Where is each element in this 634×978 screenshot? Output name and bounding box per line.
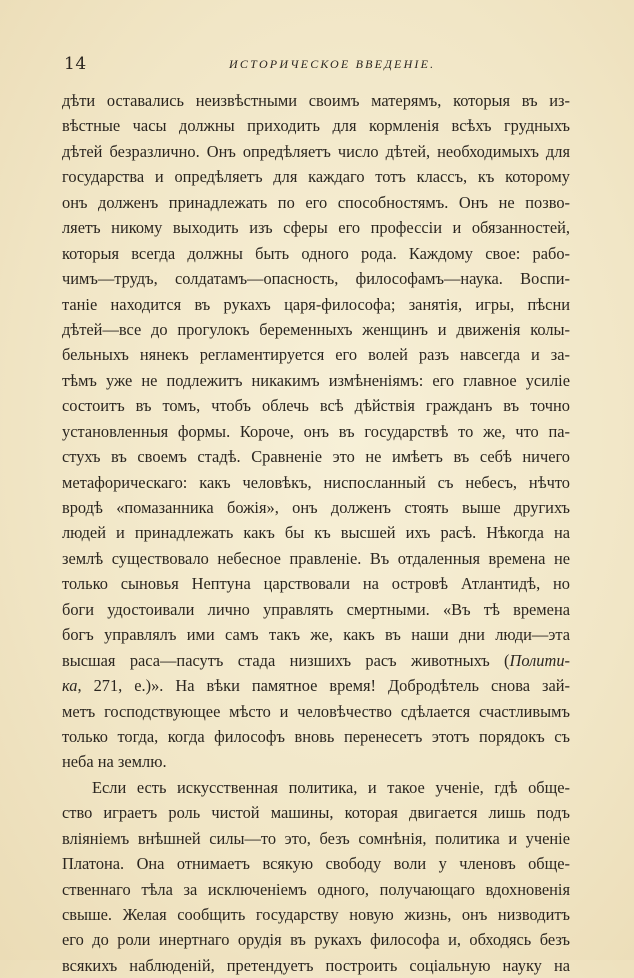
text-line: Если есть искусственная политика, и такое ученіе, гдѣ обще-	[92, 777, 570, 797]
running-head	[64, 54, 572, 74]
text-line: установленныя формы. Короче, онъ въ государствѣ то же, что па-	[62, 421, 570, 441]
text-line: стухъ въ своемъ стадѣ. Сравненіе это не имѣетъ въ себѣ ничего	[62, 447, 570, 467]
text-line: чимъ—трудъ, солдатамъ—опасность, философамъ—наука. Воспи-	[62, 269, 570, 289]
text-line: богъ управлялъ ими самъ такъ же, какъ въ наши дни люди—эта	[62, 625, 570, 645]
text-line: Платона. Она отнимаетъ всякую свободу воли у членовъ обще-	[62, 854, 570, 874]
citation-rest: , 271, е.)». На вѣки памятное время! Добродѣтель снова зай-	[77, 676, 570, 696]
text-line: его до роли инертнаго орудія въ рукахъ философа и, обходясь безъ	[62, 930, 570, 950]
text-line: вліяніемъ внѣшней силы—то это, безъ сомнѣнія, политика и ученіе	[62, 828, 570, 848]
text-line: метафорическаго: какъ человѣкъ, ниспосланный съ небесъ, нѣчто	[62, 472, 570, 492]
text-line: ственнаго тѣла за исключеніемъ одного, получающаго вдохновенія	[62, 879, 570, 899]
text-line: дѣти оставались неизвѣстными своимъ матерямъ, которыя въ из-	[62, 91, 570, 110]
text-line: состоитъ въ томъ, чтобъ облечь всѣ дѣйствія гражданъ въ точно	[62, 396, 570, 416]
text-line: неба на землю.	[62, 752, 167, 772]
running-title: ИСТОРИЧЕСКОЕ ВВЕДЕНІЕ.	[229, 57, 436, 71]
text-line: вѣстные часы должны приходить для кормленія всѣхъ грудныхъ	[62, 116, 570, 136]
page-number: 14	[64, 54, 87, 74]
text-line: метъ господствующее мѣсто и человѣчество сдѣлается счастливымъ	[62, 701, 570, 721]
text-line: свыше. Желая сообщить государству новую жизнь, онъ низводитъ	[62, 905, 570, 924]
text-line: землѣ существовало небесное правленіе. Въ отдаленныя времена не	[62, 548, 570, 568]
text-line: тѣмъ уже не подлежитъ никакимъ измѣненіямъ: его главное усиліе	[62, 370, 570, 390]
text-line: боги удостоивали лично управлять смертными. «Въ тѣ времена	[62, 599, 570, 619]
text-line: онъ долженъ принадлежать по его способностямъ. Онъ не позво-	[62, 192, 570, 212]
text-line: которыя всегда должны быть одного рода. Каждому свое: рабо-	[62, 243, 570, 263]
text-line: ство играетъ роль чистой машины, которая двигается лишь подъ	[62, 803, 570, 823]
text-line: бельныхъ нянекъ регламентируется его волей разъ навсегда и за-	[62, 345, 570, 365]
text-line: всякихъ наблюденій, претендуетъ построить соціальную науку на	[62, 955, 570, 975]
text-line: дѣтей—все до прогулокъ беременныхъ женщинъ и движенія колы-	[62, 319, 570, 339]
text-line: вродѣ «помазанника божія», онъ долженъ стоять выше другихъ	[62, 498, 570, 517]
citation-lead: высшая раса—пасутъ стада низшихъ расъ животныхъ (	[62, 650, 510, 670]
citation-title-end: ка	[62, 676, 78, 696]
body-text	[62, 88, 570, 978]
text-line: людей и принадлежать какъ бы къ высшей ихъ расѣ. Нѣкогда на	[62, 523, 570, 543]
text-line: только тогда, когда философъ вновь перенесетъ этотъ порядокъ съ	[62, 726, 570, 746]
citation-title: Полити-	[509, 650, 570, 670]
text-line: таніе находится въ рукахъ царя-философа; занятія, игры, пѣсни	[62, 294, 570, 314]
text-line-citation	[62, 648, 570, 673]
text-line: государства и опредѣляетъ для каждаго тотъ классъ, къ которому	[62, 167, 570, 187]
text-line: только сыновья Нептуна царствовали на островѣ Атлантидѣ, но	[62, 574, 570, 594]
text-line: дѣтей безразлично. Онъ опредѣляетъ число дѣтей, необходимыхъ для	[62, 141, 570, 161]
text-line-citation	[62, 673, 570, 698]
text-line: ляетъ никому выходить изъ сферы его профессіи и обязанностей,	[62, 218, 570, 238]
